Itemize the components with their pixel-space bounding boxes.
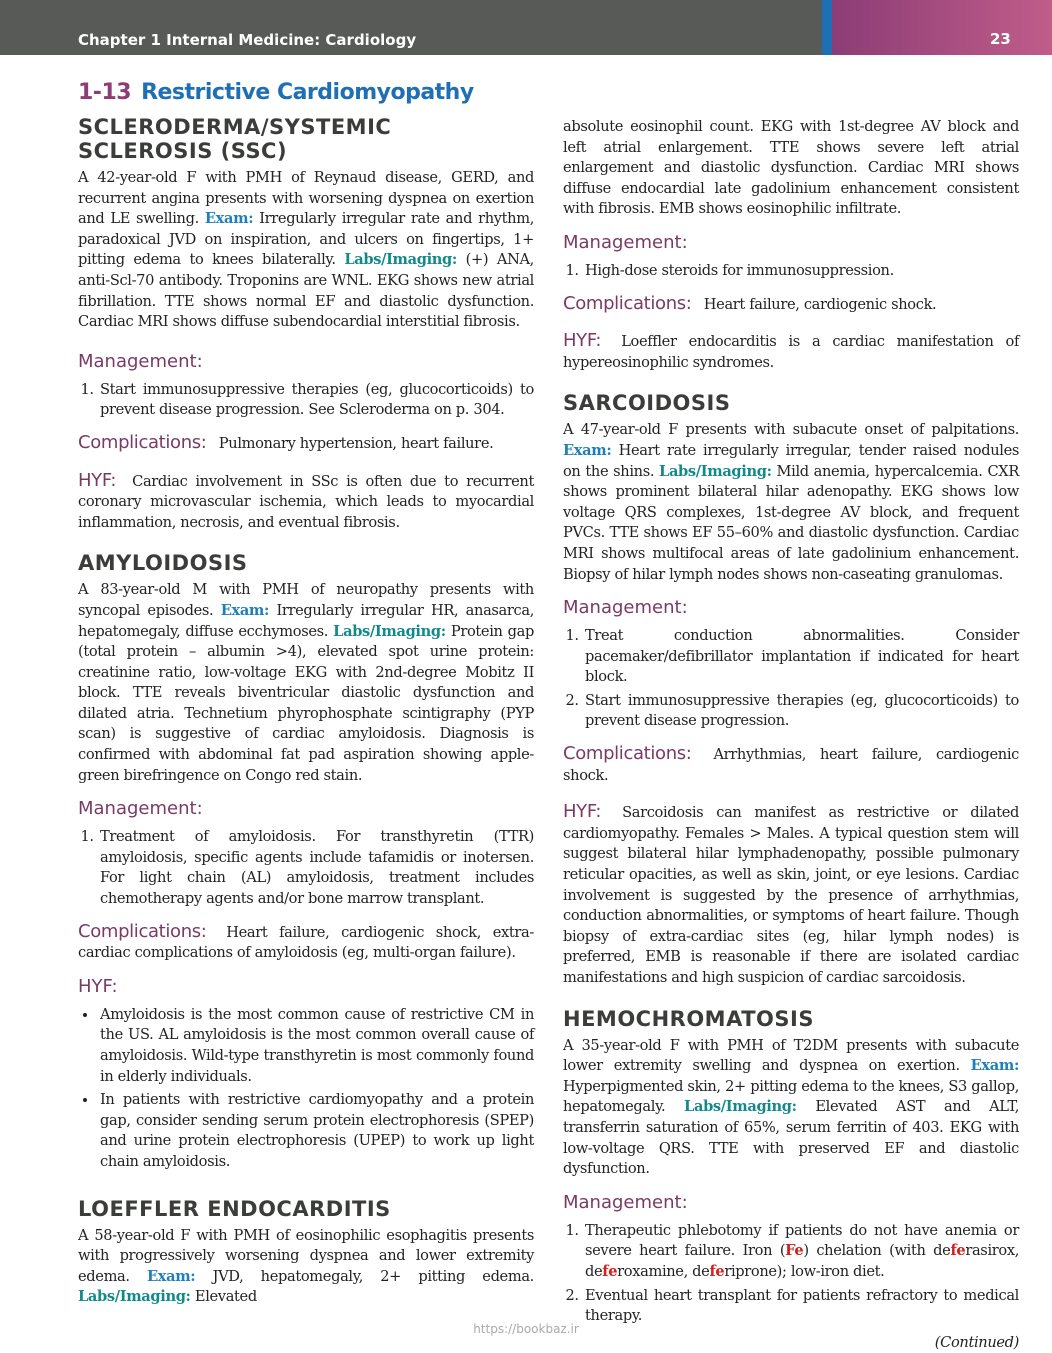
exam-text: Hyperpigmented skin, 2+ pitting edema to the knees, S3 gallop, hepatomegaly. bbox=[563, 1077, 1019, 1116]
exam-text: JVD, hepatomegaly, 2+ pitting edema. bbox=[212, 1267, 534, 1285]
case-paragraph bbox=[563, 1036, 1019, 1180]
page-number: 23 bbox=[990, 30, 1011, 48]
labs-label: Labs/Imaging: bbox=[333, 622, 446, 640]
complications-text: Pulmonary hypertension, heart failure. bbox=[218, 434, 494, 452]
exam-label: Exam: bbox=[970, 1057, 1019, 1075]
exam-text: Irregularly irregular HR, anasarca, hepatomegaly, diffuse ecchymoses. bbox=[78, 601, 534, 640]
complications-line bbox=[563, 744, 1019, 786]
management-list bbox=[563, 626, 1019, 732]
complications-line bbox=[78, 433, 534, 455]
topic-title-hemochromatosis: HEMOCHROMATOSIS bbox=[563, 1006, 814, 1031]
complications-line bbox=[78, 922, 534, 964]
section-name: Restrictive Cardiomyopathy bbox=[141, 80, 474, 105]
management-list bbox=[563, 1221, 1019, 1327]
management-list bbox=[78, 827, 534, 909]
complications-text: Heart failure, cardiogenic shock. bbox=[703, 295, 937, 313]
hyf-text: Loeffler endocarditis is a cardiac manifestation of hypereosinophilic syndromes. bbox=[563, 333, 1019, 371]
complications-label: Complications: bbox=[78, 431, 207, 453]
hyf-paragraph bbox=[563, 802, 1019, 988]
hyf-paragraph bbox=[78, 471, 534, 534]
topic-title-line: SCLERODERMA/SYSTEMIC bbox=[78, 115, 392, 139]
text-run: ) chelation (with de bbox=[803, 1242, 951, 1260]
exam-text: Heart rate irregularly irregular, tender raised nodules on the shins. bbox=[563, 441, 1019, 480]
management-list bbox=[78, 380, 534, 421]
section-number: 1-13 bbox=[78, 80, 132, 105]
list-item bbox=[583, 1221, 1019, 1283]
section-title bbox=[78, 80, 534, 105]
chapter-title: Chapter 1 Internal Medicine: Cardiology bbox=[78, 31, 417, 49]
labs-text: Mild anemia, hypercalcemia. CXR shows prominent bilateral hilar adenopathy. EKG shows low voltage QRS complexes, 1st-degree AV block, and frequent PVCs. TTE shows EF 55–60% and diastolic dysfunction. Cardiac MRI shows multifocal areas of late gadolinium enhancement. Biopsy of hilar lymph nodes shows non-caseating granulomas. bbox=[563, 462, 1019, 583]
iron-symbol: Fe bbox=[785, 1242, 804, 1260]
labs-label: Labs/Imaging: bbox=[344, 251, 457, 269]
management-list bbox=[563, 261, 1019, 282]
management-heading: Management: bbox=[78, 798, 203, 820]
header-accent-magenta bbox=[832, 0, 1052, 55]
management-heading: Management: bbox=[563, 1191, 688, 1213]
labs-label: Labs/Imaging: bbox=[684, 1098, 797, 1116]
text-run: rasirox, de bbox=[585, 1242, 1019, 1280]
topic-title-loeffler: LOEFFLER ENDOCARDITIS bbox=[78, 1196, 391, 1221]
exam-label: Exam: bbox=[146, 1267, 196, 1285]
topic-title-line: SCLEROSIS (SSC) bbox=[78, 139, 288, 163]
exam-label: Exam: bbox=[220, 601, 270, 619]
list-item: • Amyloidosis is the most common cause of restrictive CM in the US. AL amyloidosis is the most common overall cause of amyloidosis. Wild-type transthyretin is most commonly found in elderly individuals. bbox=[98, 1005, 534, 1087]
list-item: 1. Start immunosuppressive therapies (eg, glucocorticoids) to prevent disease progression. See Scleroderma on p. 304. bbox=[98, 380, 534, 421]
topic-title-amyloidosis: AMYLOIDOSIS bbox=[78, 551, 248, 576]
labs-label: Labs/Imaging: bbox=[78, 1288, 191, 1306]
hyf-text: Sarcoidosis can manifest as restrictive or dilated cardiomyopathy. Females > Males. A typical question stem will suggest bilateral hilar lymphadenopathy, possible pulmonary reticular opacities, as well as skin, joint, or eye lesions. Cardiac involvement is suggested by the presence of arrhythmias, conduction abnormalities, or symptoms of heart failure. Though biopsy of extra-cardiac sites (eg, hilar lymph nodes) is preferred, EMB is reasonable if there are isolated cardiac manifestations and high suspicion of cardiac sarcoidosis. bbox=[563, 804, 1019, 986]
case-text: A 42-year-old F with PMH of Reynaud disease, GERD, and recurrent angina presents with worsening dyspnea on exertion and LE swelling. bbox=[78, 169, 534, 228]
hyf-heading: HYF: bbox=[78, 975, 118, 997]
complications-label: Complications: bbox=[78, 920, 207, 942]
complications-label: Complications: bbox=[563, 743, 692, 765]
hyf-label: HYF: bbox=[563, 801, 602, 823]
iron-highlight: fe bbox=[602, 1262, 618, 1280]
labs-text: Elevated bbox=[194, 1288, 257, 1306]
hyf-list bbox=[78, 1005, 534, 1173]
text-run: riprone); low-iron diet. bbox=[724, 1262, 885, 1280]
labs-label: Labs/Imaging: bbox=[659, 462, 772, 480]
labs-text: (+) ANA, anti-Scl-70 antibody. Troponins are WNL. EKG shows new atrial fibrillation. TTE shows normal EF and diastolic dysfunction. Cardiac MRI shows diffuse subendocardial interstitial fibrosis. bbox=[78, 251, 534, 331]
management-heading: Management: bbox=[563, 597, 688, 619]
case-text: A 58-year-old F with PMH of eosinophilic esophagitis presents with progressively worsening dyspnea and lower extremity edema. bbox=[78, 1226, 534, 1285]
iron-highlight: fe bbox=[950, 1242, 966, 1260]
list-item: 1. Treatment of amyloidosis. For transthyretin (TTR) amyloidosis, specific agents include tafamidis or inotersen. For light chain (AL) amyloidosis, treatment includes chemotherapy agents and/or bone marrow transplant. bbox=[98, 827, 534, 909]
topic-title-sarcoidosis: SARCOIDOSIS bbox=[563, 391, 731, 416]
management-heading: Management: bbox=[78, 350, 203, 372]
list-item: 2. Eventual heart transplant for patients refractory to medical therapy. bbox=[583, 1286, 1019, 1327]
spacer bbox=[78, 1185, 534, 1197]
exam-text: Irregularly irregular rate and rhythm, paradoxical JVD on inspiration, and ulcers on fingertips, 1+ pitting edema to knees bilaterally. bbox=[78, 210, 534, 269]
hyf-text: Cardiac involvement in SSc is often due to recurrent coronary microvascular ischemia, which leads to myocardial inflammation, necrosis, and eventual fibrosis. bbox=[78, 472, 534, 531]
hyf-label: HYF: bbox=[78, 469, 117, 491]
labs-text: Protein gap (total protein – albumin >4), elevated spot urine protein: creatinine ratio, low-voltage EKG with 2nd-degree Mobitz II block. TTE reveals biventricular diastolic dysfunction and dilated atria. Technetium phyrophosphate scintigraphy (PYP scan) is suggestive of cardiac amyloidosis. Diagnosis is confirmed with abdominal fat pad aspiration showing apple-green birefringence on Congo red stain. bbox=[78, 622, 535, 784]
header-accent-blue bbox=[822, 0, 832, 55]
topic-title-scleroderma bbox=[78, 115, 534, 163]
case-text: A 83-year-old M with PMH of neuropathy presents with syncopal episodes. bbox=[78, 581, 534, 619]
case-paragraph bbox=[78, 1226, 534, 1308]
list-item: 1. High-dose steroids for immunosuppression. bbox=[583, 261, 1019, 282]
list-item: • In patients with restrictive cardiomyopathy and a protein gap, consider sending serum protein electrophoresis (SPEP) and urine protein electrophoresis (UPEP) to work up light chain amyloidosis. bbox=[98, 1090, 534, 1172]
complications-label: Complications: bbox=[563, 292, 692, 314]
case-text: A 47-year-old F presents with subacute onset of palpitations. bbox=[563, 421, 1019, 439]
list-item: 1. Treat conduction abnormalities. Consider pacemaker/defibrillator implantation if indicated for heart block. bbox=[583, 626, 1019, 688]
labs-text: Elevated AST and ALT, transferrin saturation of 65%, serum ferritin of 403. EKG with low-voltage QRS. TTE with preserved EF and diastolic dysfunction. bbox=[563, 1098, 1019, 1178]
list-item: 2. Start immunosuppressive therapies (eg, glucocorticoids) to prevent disease progression. bbox=[583, 691, 1019, 732]
case-text: A 35-year-old F with PMH of T2DM presents with subacute lower extremity swelling and dyspnea on exertion. bbox=[563, 1036, 1019, 1075]
management-heading: Management: bbox=[563, 231, 688, 253]
hyf-label: HYF: bbox=[563, 330, 602, 352]
complications-text: Heart failure, cardiogenic shock, extra-cardiac complications of amyloidosis (eg, multi-organ failure). bbox=[78, 923, 534, 962]
iron-highlight: fe bbox=[709, 1262, 725, 1280]
hyf-paragraph bbox=[563, 331, 1019, 373]
case-continuation: absolute eosinophil count. EKG with 1st-degree AV block and left atrial enlargement. TTE shows severe left atrial enlargement and diastolic dysfunction. Cardiac MRI shows diffuse endocardial late gadolinium enhancement consistent with fibrosis. EMB shows eosinophilic infiltrate. bbox=[563, 118, 1019, 218]
exam-label: Exam: bbox=[204, 210, 254, 228]
continued-note: (Continued) bbox=[934, 1333, 1019, 1351]
complications-text: Arrhythmias, heart failure, cardiogenic shock. bbox=[563, 746, 1020, 784]
case-paragraph bbox=[563, 420, 1019, 585]
case-paragraph bbox=[78, 580, 534, 786]
left-column bbox=[78, 80, 534, 1308]
text-run: roxamine, de bbox=[617, 1262, 710, 1280]
right-column bbox=[563, 117, 1019, 1353]
case-paragraph bbox=[78, 168, 534, 333]
footer-url: https://bookbaz.ir bbox=[473, 1322, 579, 1336]
complications-line bbox=[563, 294, 1019, 316]
text-run: Therapeutic phlebotomy if patients do not have anemia or severe heart failure. Iron ( bbox=[585, 1221, 1019, 1260]
exam-label: Exam: bbox=[563, 441, 612, 459]
